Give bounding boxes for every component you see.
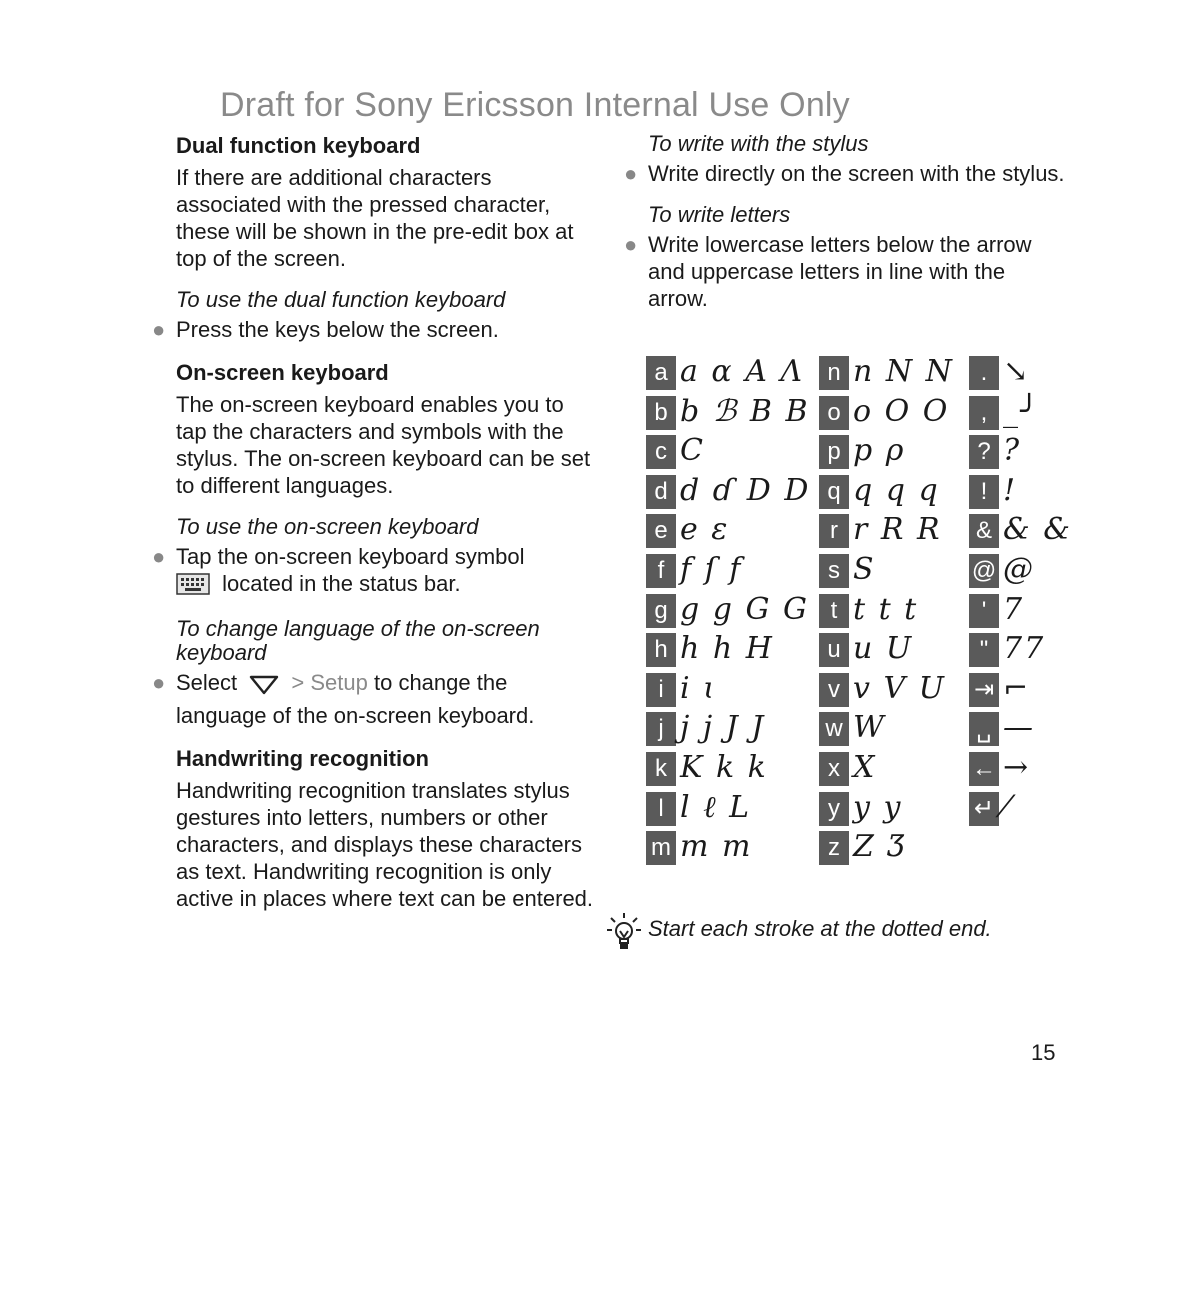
chart-key: l bbox=[646, 792, 676, 826]
heading-on-screen-keyboard: On-screen keyboard bbox=[176, 360, 389, 385]
chart-key: m bbox=[646, 831, 676, 865]
stroke-samples: 7 bbox=[1003, 591, 1025, 627]
chart-key: n bbox=[819, 356, 849, 390]
step-dual-function bbox=[152, 316, 596, 343]
bullet-icon: ● bbox=[624, 232, 638, 257]
stroke-samples: j j J J bbox=[680, 710, 766, 746]
stroke-samples: C bbox=[680, 433, 705, 469]
step-text: Tap the on-screen keyboard symbol bbox=[176, 544, 525, 569]
stroke-samples: S bbox=[853, 552, 876, 587]
chart-key: c bbox=[646, 435, 676, 469]
chart-key: , bbox=[969, 396, 999, 430]
stroke-samples: ? bbox=[1003, 433, 1022, 469]
stroke-samples: q q q bbox=[853, 472, 940, 508]
stroke-samples: — bbox=[1003, 710, 1035, 746]
step-text: Write lowercase letters below the arrow and uppercase letters in line with the arrow. bbox=[648, 232, 1032, 311]
stroke-samples: ⌐ bbox=[1003, 670, 1031, 706]
chart-key: o bbox=[819, 396, 849, 430]
step-text: Select bbox=[176, 670, 238, 695]
task-write-letters: To write letters bbox=[648, 202, 791, 227]
chart-key: & bbox=[969, 514, 999, 548]
stroke-samples: m m bbox=[680, 829, 753, 865]
stroke-samples: y y bbox=[853, 789, 903, 825]
stroke-samples: K k k bbox=[680, 750, 768, 785]
stroke-samples: n N N bbox=[853, 354, 954, 389]
dual-function-body: If there are additional characters associated with the pressed character, these will be shown in the pre-edit box at top of the screen. bbox=[176, 165, 574, 271]
stroke-samples: l ℓ L bbox=[680, 789, 752, 825]
page-number: 15 bbox=[1031, 1040, 1056, 1065]
chart-key: ' bbox=[969, 594, 999, 628]
chart-key: s bbox=[819, 554, 849, 588]
chart-key: ␣ bbox=[969, 712, 999, 746]
bullet-icon: ● bbox=[152, 670, 166, 695]
stroke-samples: _╯ bbox=[1003, 393, 1041, 429]
bullet-icon: ● bbox=[152, 317, 166, 342]
task-write-stylus: To write with the stylus bbox=[648, 131, 869, 156]
heading-handwriting: Handwriting recognition bbox=[176, 746, 429, 771]
chart-key: t bbox=[819, 594, 849, 628]
step-write-letters bbox=[624, 231, 1068, 312]
chart-key: y bbox=[819, 792, 849, 826]
chart-key: d bbox=[646, 475, 676, 509]
stroke-samples: u U bbox=[853, 631, 914, 667]
draft-watermark: Draft for Sony Ericsson Internal Use Only bbox=[220, 86, 850, 124]
chart-key: r bbox=[819, 514, 849, 548]
chart-key: h bbox=[646, 633, 676, 667]
step-change-language bbox=[152, 669, 596, 729]
chart-key: " bbox=[969, 633, 999, 667]
menu-triangle-icon bbox=[249, 674, 279, 702]
task-change-language: To change language of the on-screen keyboard bbox=[176, 616, 540, 665]
chart-key: i bbox=[646, 673, 676, 707]
chart-key: v bbox=[819, 673, 849, 707]
stroke-samples: → bbox=[1003, 750, 1031, 785]
chart-key: @ bbox=[969, 554, 999, 588]
stroke-samples: v V U bbox=[853, 670, 946, 706]
stroke-samples: p ρ bbox=[853, 433, 906, 469]
chart-key: ← bbox=[969, 752, 999, 786]
chart-key: f bbox=[646, 554, 676, 588]
chart-key: p bbox=[819, 435, 849, 469]
stroke-samples: X bbox=[853, 750, 877, 785]
chart-key: w bbox=[819, 712, 849, 746]
chart-key: . bbox=[969, 356, 999, 390]
chart-key: ⇥ bbox=[969, 673, 999, 707]
chart-key: ? bbox=[969, 435, 999, 469]
chart-key: ↵ bbox=[969, 792, 999, 826]
stroke-samples: W bbox=[853, 710, 886, 746]
stroke-samples: t t t bbox=[853, 591, 919, 627]
task-on-screen-keyboard: To use the on-screen keyboard bbox=[176, 514, 479, 539]
bullet-icon: ● bbox=[624, 161, 638, 186]
left-column bbox=[152, 132, 596, 928]
handwriting-body: Handwriting recognition translates stylus gestures into letters, numbers or other characters, and displays these characters as text. Handwriting recognition is only active in places where text can be entered. bbox=[176, 778, 594, 911]
chart-key: z bbox=[819, 831, 849, 865]
stroke-samples: ! bbox=[1003, 472, 1018, 508]
stroke-samples: d ɗ D D bbox=[680, 472, 811, 508]
on-screen-keyboard-body: The on-screen keyboard enables you to tap the characters and symbols with the stylus. The on-screen keyboard can be set to different languages. bbox=[176, 392, 591, 498]
task-dual-function: To use the dual function keyboard bbox=[176, 287, 506, 312]
heading-dual-function: Dual function keyboard bbox=[176, 133, 421, 158]
step-on-screen-keyboard bbox=[152, 543, 596, 601]
keyboard-icon bbox=[176, 573, 210, 601]
stroke-samples: o O O bbox=[853, 393, 950, 429]
stroke-samples: ⁄ bbox=[1003, 789, 1011, 825]
step-write-stylus bbox=[624, 160, 1068, 187]
stroke-samples: h h H bbox=[680, 631, 774, 667]
stroke-samples: Z Ʒ bbox=[853, 829, 907, 865]
step-text: Press the keys below the screen. bbox=[176, 317, 499, 342]
stroke-samples: f ſ f bbox=[680, 552, 743, 587]
right-column bbox=[624, 131, 1068, 328]
chart-key: u bbox=[819, 633, 849, 667]
stroke-samples: r R R bbox=[853, 512, 942, 548]
chart-key: k bbox=[646, 752, 676, 786]
stroke-samples: i ɩ bbox=[680, 670, 717, 706]
stroke-samples: a ɑ A Λ bbox=[680, 354, 805, 389]
tip-text: Start each stroke at the dotted end. bbox=[648, 916, 992, 941]
stroke-samples: & & bbox=[1003, 512, 1072, 548]
stroke-samples: b ℬ B B bbox=[680, 393, 810, 429]
chart-key: e bbox=[646, 514, 676, 548]
chart-key: j bbox=[646, 712, 676, 746]
stroke-samples: g g G G bbox=[680, 591, 809, 627]
stroke-samples: e ε bbox=[680, 512, 730, 548]
chart-key: q bbox=[819, 475, 849, 509]
chart-key: ! bbox=[969, 475, 999, 509]
setup-menu-path: > Setup bbox=[291, 670, 368, 695]
lightbulb-icon bbox=[606, 912, 642, 957]
bullet-icon: ● bbox=[152, 544, 166, 569]
chart-key: b bbox=[646, 396, 676, 430]
step-text: Write directly on the screen with the stylus. bbox=[648, 161, 1065, 186]
stroke-samples: @ bbox=[1003, 552, 1035, 587]
stroke-samples: 77 bbox=[1003, 631, 1046, 667]
chart-key: x bbox=[819, 752, 849, 786]
step-text: to change the language of the on-screen keyboard. bbox=[176, 670, 535, 728]
step-text: located in the status bar. bbox=[222, 571, 461, 596]
stroke-samples: ↘ bbox=[1003, 354, 1031, 389]
chart-key: g bbox=[646, 594, 676, 628]
chart-key: a bbox=[646, 356, 676, 390]
